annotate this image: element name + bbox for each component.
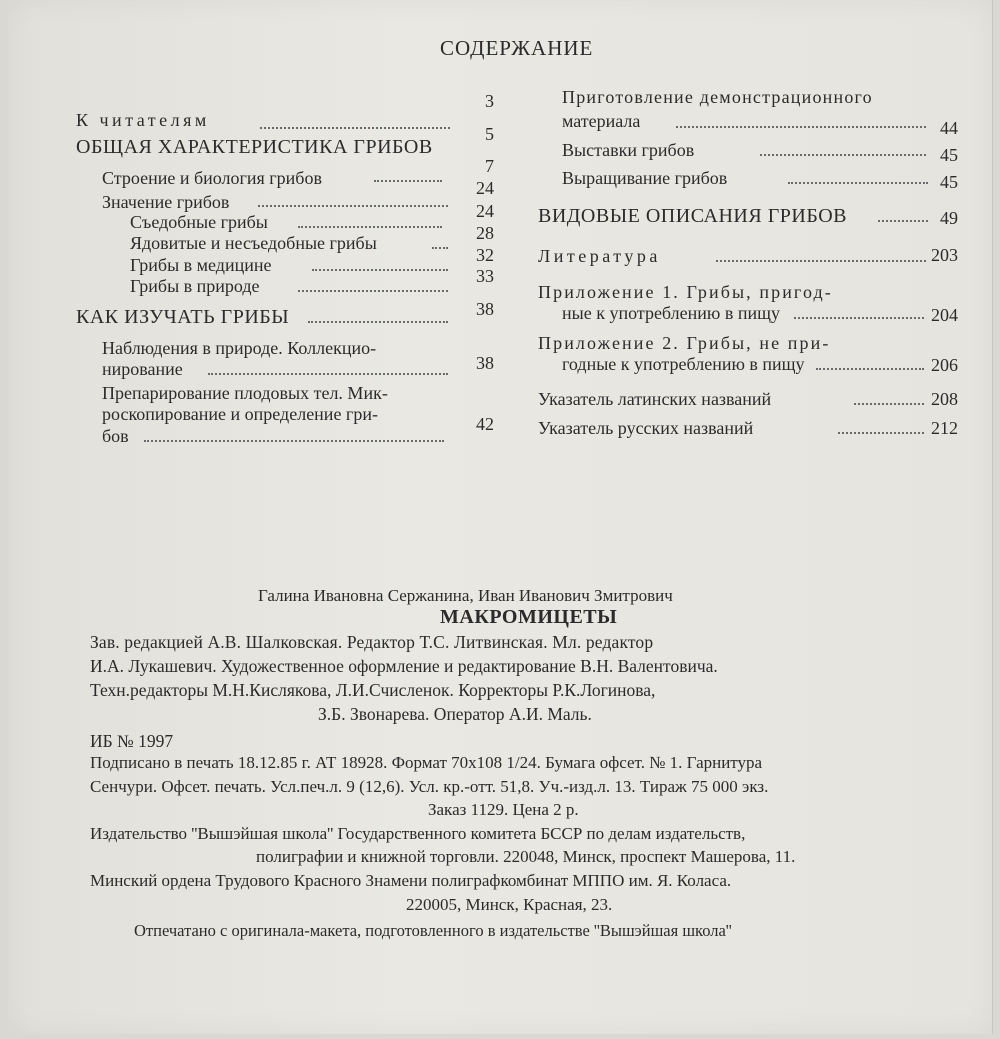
printer-line: Минский ордена Трудового Красного Знамени полиграфкомбинат МППО им. Я. Коласа. — [90, 871, 732, 890]
toc-page-number: 204 — [931, 305, 958, 325]
leader-dots — [260, 127, 450, 129]
toc-label-line: Приложение 2. Грибы, не при- — [538, 333, 831, 353]
toc-label-line: материала — [562, 111, 641, 131]
leader-dots — [144, 440, 444, 442]
leader-dots — [760, 154, 926, 156]
leader-dots — [298, 290, 448, 292]
toc-page-number: 7 — [485, 156, 494, 176]
toc-page-number: 32 — [476, 245, 494, 265]
print-line: Подписано в печать 18.12.85 г. АТ 18928. Формат 70х108 1/24. Бумага офсет. № 1. Гарнитура — [90, 753, 763, 772]
toc-page-number: 5 — [485, 124, 494, 144]
book-page — [8, 0, 993, 1034]
printer-line: 220005, Минск, Красная, 23. — [406, 895, 613, 914]
leader-dots — [298, 226, 442, 228]
toc-page-number: 212 — [931, 418, 958, 438]
toc-label-line: ные к употреблению в пищу — [562, 303, 780, 323]
toc-label: Съедобные грибы — [130, 212, 268, 232]
toc-section-label: КАК ИЗУЧАТЬ ГРИБЫ — [76, 306, 290, 328]
leader-dots — [432, 247, 448, 249]
toc-label: Выращивание грибов — [562, 168, 728, 188]
toc-label: Значение грибов — [102, 192, 230, 212]
toc-page-number: 33 — [476, 266, 494, 286]
toc-label: Ядовитые и несъедобные грибы — [130, 233, 377, 253]
original-layout-note: Отпечатано с оригинала-макета, подготовленного в издательстве ''Вышэйшая школа'' — [134, 921, 732, 940]
toc-label: Грибы в медицине — [130, 255, 272, 275]
toc-page-number: 208 — [931, 389, 958, 409]
toc-label-line: нирование — [102, 359, 183, 379]
toc-page-number: 44 — [940, 118, 958, 138]
toc-label-line: Наблюдения в природе. Коллекцио- — [102, 338, 377, 358]
toc-page-number: 49 — [940, 208, 958, 228]
leader-dots — [676, 126, 926, 128]
staff-line: Зав. редакцией А.В. Шалковская. Редактор Т.С. Литвинская. Мл. редактор — [90, 632, 654, 652]
leader-dots — [312, 269, 448, 271]
toc-label-line: Приложение 1. Грибы, пригод- — [538, 282, 833, 302]
toc-label: Выставки грибов — [562, 140, 695, 160]
toc-page-number: 203 — [931, 245, 958, 265]
staff-line: И.А. Лукашевич. Художественное оформление и редактирование В.Н. Валентовича. — [90, 656, 718, 676]
leader-dots — [208, 373, 448, 375]
toc-page-number: 3 — [485, 91, 494, 111]
toc-page-number: 206 — [931, 355, 958, 375]
toc-page-number: 42 — [476, 414, 494, 434]
toc-label: Указатель латинских названий — [538, 389, 772, 409]
toc-section-label: ВИДОВЫЕ ОПИСАНИЯ ГРИБОВ — [538, 205, 847, 227]
leader-dots — [788, 182, 928, 184]
staff-line: З.Б. Звонарева. Оператор А.И. Маль. — [318, 704, 592, 724]
toc-label-line: Препарирование плодовых тел. Мик- — [102, 383, 388, 403]
print-line: Заказ 1129. Цена 2 р. — [428, 800, 579, 819]
toc-label-line: бов — [102, 426, 129, 446]
toc-page-number: 28 — [476, 223, 494, 243]
print-line: Сенчури. Офсет. печать. Усл.печ.л. 9 (12,6). Усл. кр.-отт. 51,8. Уч.-изд.л. 13. Тираж 75 000 экз. — [90, 777, 769, 796]
toc-label-line: Приготовление демонстрационного — [562, 87, 873, 107]
toc-label: Указатель русских названий — [538, 418, 754, 438]
toc-label: Строение и биология грибов — [102, 168, 322, 188]
leader-dots — [308, 321, 448, 323]
publisher-line: Издательство ''Вышэйшая школа'' Государственного комитета БССР по делам издательств, — [90, 824, 746, 843]
leader-dots — [838, 432, 924, 434]
toc-label-line: роскопирование и определение гри- — [102, 404, 378, 424]
leader-dots — [854, 403, 924, 405]
book-title: МАКРОМИЦЕТЫ — [440, 606, 618, 628]
leader-dots — [816, 368, 924, 370]
toc-label: Грибы в природе — [130, 276, 260, 296]
toc-label: К читателям — [76, 110, 210, 130]
toc-label: Литература — [538, 246, 661, 266]
leader-dots — [258, 205, 448, 207]
leader-dots — [374, 180, 442, 182]
staff-line: Техн.редакторы М.Н.Кислякова, Л.И.Счисленок. Корректоры Р.К.Логинова, — [90, 680, 656, 700]
authors: Галина Ивановна Сержанина, Иван Иванович Змитрович — [258, 586, 673, 605]
ib-number: ИБ № 1997 — [90, 731, 174, 751]
toc-page-number: 38 — [476, 299, 494, 319]
leader-dots — [794, 317, 924, 319]
toc-page-number: 24 — [476, 201, 494, 221]
toc-page-number: 45 — [940, 145, 958, 165]
toc-label-line: годные к употреблению в пищу — [562, 354, 805, 374]
toc-section-label: ОБЩАЯ ХАРАКТЕРИСТИКА ГРИБОВ — [76, 136, 433, 158]
toc-page-number: 24 — [476, 178, 494, 198]
toc-page-number: 38 — [476, 353, 494, 373]
publisher-line: полиграфии и книжной торговли. 220048, Минск, проспект Машерова, 11. — [256, 847, 796, 866]
contents-heading: СОДЕРЖАНИЕ — [440, 36, 594, 60]
toc-page-number: 45 — [940, 172, 958, 192]
leader-dots — [716, 260, 926, 262]
